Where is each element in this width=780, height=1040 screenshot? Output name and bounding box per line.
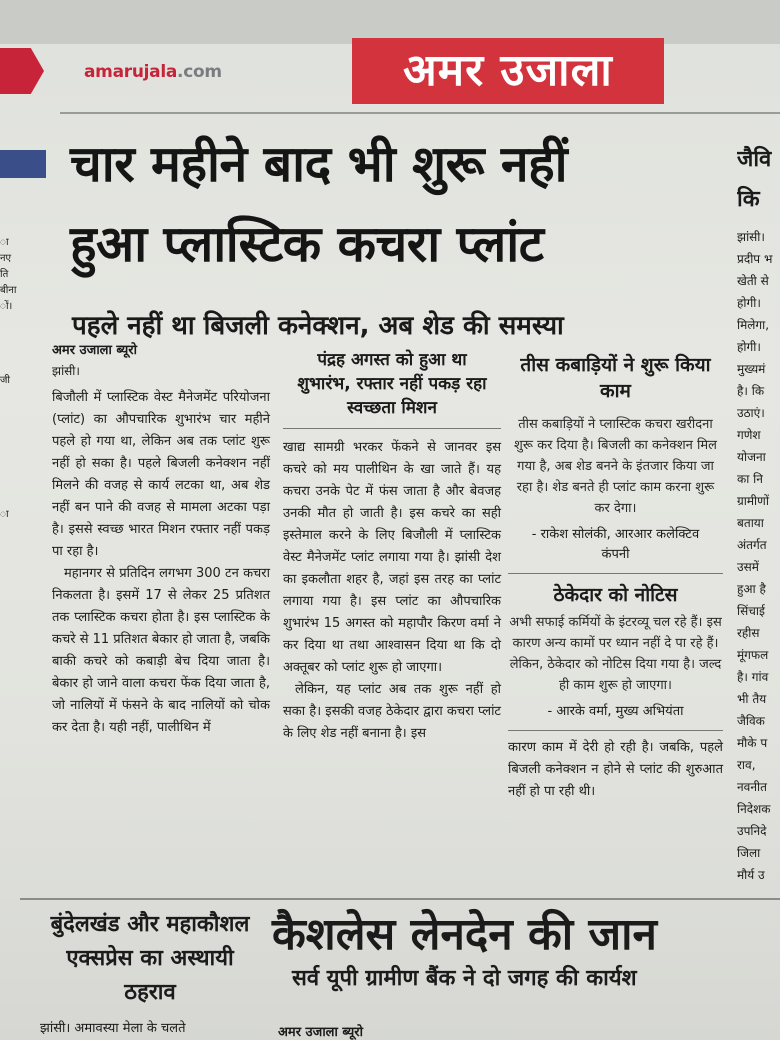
right-text-fragment: हुआ है <box>737 582 766 596</box>
article-column-2 <box>283 348 501 745</box>
right-text-fragment: है। कि <box>737 384 765 398</box>
right-text-fragment: मौर्य उ <box>737 868 765 882</box>
right-text-fragment: प्रदीप भ <box>737 252 773 266</box>
right-text-fragment: सिंचाई <box>737 604 765 618</box>
right-text-fragment: मिलेगा, <box>737 318 770 332</box>
article-column-1 <box>52 340 270 739</box>
right-text-fragment: रहीस <box>737 626 760 640</box>
right-text-fragment: मूंगफल <box>737 648 769 662</box>
right-text-fragment: राव, <box>737 758 756 772</box>
quote-attribution: - आरके वर्मा, मुख्य अभियंता <box>547 704 684 719</box>
bottom-left-text: झांसी। अमावस्या मेला के चलते <box>40 1021 186 1036</box>
bottom-left-headline: बुंदेलखंड और महाकौशल एक्सप्रेस का अस्थायी ठहराव <box>50 912 250 1005</box>
right-text-fragment: गणेश <box>737 428 761 442</box>
divider <box>508 573 723 574</box>
dateline: झांसी। <box>52 364 80 378</box>
paragraph: बिजौली में प्लास्टिक वेस्ट मैनेजमेंट परियोजना (प्लांट) का औपचारिक शुभारंभ चार महीने पहले हो गया था, लेकिन अब तक प्लांट शुरू नहीं हो सका है। पहले बिजली कनेक्शन नहीं मिलने की वजह से कार्य लटका था, अब शेड नहीं बन पाने की वजह से मामला अटका पड़ा है। इससे स्वच्छ भारत मिशन रफ्तार नहीं पकड़ पा रहा है। <box>52 390 270 559</box>
headline-line-2: हुआ प्लास्टिक कचरा प्लांट <box>70 215 544 273</box>
right-text-fragment: ग्रामीणों <box>737 494 769 508</box>
article-column-3 <box>508 352 723 803</box>
main-headline <box>70 124 730 284</box>
right-text-fragment: मुख्यमं <box>737 362 766 376</box>
right-text-fragment: मौके प <box>737 736 768 750</box>
brand-logo: अमर उजाला <box>352 38 664 104</box>
paragraph: कारण काम में देरी हो रही है। जबकि, पहले बिजली कनेक्शन न होने से प्लांट की शुरुआत नहीं हो पा रही थी। <box>508 740 723 799</box>
right-text-fragment: बताया <box>737 516 764 530</box>
site-url: amarujala.com <box>84 62 222 82</box>
headline-line-1: चार महीने बाद भी शुरू नहीं <box>70 135 568 193</box>
paragraph: लेकिन, यह प्लांट अब तक शुरू नहीं हो सका है। इसकी वजह ठेकेदार द्वारा कचरा प्लांट के लिए शेड नहीं बनाना है। इस <box>283 682 501 741</box>
box-quote: तीस कबाड़ियों ने प्लास्टिक कचरा खरीदना शुरू कर दिया है। बिजली का कनेक्शन मिल गया है, अब शेड बनने के इंतजार किया जा रहा है। शेड बनते ही प्लांट काम करना शुरू कर देगा। <box>514 417 717 516</box>
right-text-fragment: उपनिदे <box>737 824 767 838</box>
divider <box>283 428 501 429</box>
quote-attribution: - राकेश सोलंकी, आरआर कलेक्टिव कंपनी <box>531 527 700 562</box>
right-text-lines <box>737 226 780 886</box>
right-text-fragment: जैविक <box>737 714 765 728</box>
box-heading: तीस कबाड़ियों ने शुरू किया काम <box>520 354 711 402</box>
paragraph: खाद्य सामग्री भरकर फेंकने से जानवर इस कचरे को मय पालीथिन के खा जाते हैं। यह कचरा उनके पेट में फंस जाता है और बेवजह उनकी मौत हो जाती है। इस कचरे का सही इस्तेमाल करने के लिए बिजौली में प्लास्टिक वेस्ट मैनेजमेंट प्लांट लगाया गया है। झांसी देश का इकलौता शहर है, जहां इस तरह का प्लांट लगाया गया है। इस प्लांट का औपचारिक शुभारंभ 15 अगस्त को महापौर किरण वर्मा ने कर दिया था तथा आश्वासन दिया था कि दो अक्तूबर को प्लांट शुरू हो जाएगा। <box>283 440 501 675</box>
left-fragment: ों। <box>0 301 13 312</box>
bottom-right-subhead: सर्व यूपी ग्रामीण बैंक ने दो जगह की कार्यश <box>292 966 637 991</box>
right-text-fragment: उठाएं। <box>737 406 765 420</box>
paragraph: महानगर से प्रतिदिन लगभग 300 टन कचरा निकलता है। इसमें 17 से लेकर 25 प्रतिशत तक प्लास्टिक कचरा होता है। इस प्लास्टिक के कचरे से 11 प्रतिशत बेकार हो जाता है, जबकि बाकी कचरे को कबाड़ी बेच दिया जाता है। बेकार हो जाने वाला कचरा फेंक दिया जाता है, जो नालियों में फंसने के बाद नालियों को चोक कर देता है। यही नहीं, पालीथिन में <box>52 566 270 735</box>
masthead-rule <box>60 112 780 114</box>
right-heading-fragment: कि <box>737 187 760 212</box>
right-text-fragment: का नि <box>737 472 763 486</box>
right-text-fragment: होगी। <box>737 296 761 310</box>
right-cut-column <box>737 140 780 886</box>
right-text-fragment: नवनीत <box>737 780 767 794</box>
right-text-fragment: निदेशक <box>737 802 771 816</box>
left-column-blue-bar <box>0 150 46 178</box>
left-cut-column <box>0 236 22 524</box>
right-text-fragment: योजना <box>737 450 766 464</box>
section-divider <box>20 898 780 900</box>
left-fragment: नए <box>0 253 12 264</box>
right-text-fragment: जिला <box>737 846 761 860</box>
left-fragment: ति <box>0 269 9 280</box>
bottom-right-byline: अमर उजाला ब्यूरो <box>278 1025 363 1040</box>
right-text-fragment: भी तैय <box>737 692 767 706</box>
right-text-fragment: है। गांव <box>737 670 769 684</box>
right-text-fragment: होगी। <box>737 340 761 354</box>
left-fragment: बीना <box>0 285 17 296</box>
bottom-right-headline: कैशलेस लेनदेन की जान <box>272 909 657 960</box>
right-text-fragment: खेती से <box>737 274 769 288</box>
right-heading-fragment: जैवि <box>737 147 772 172</box>
red-tab-marker <box>0 48 44 94</box>
right-text-fragment: उसमें <box>737 560 759 574</box>
left-fragment: ा <box>0 237 9 248</box>
sub-headline: पहले नहीं था बिजली कनेक्शन, अब शेड की समस्या <box>72 311 564 341</box>
column-subhead: पंद्रह अगस्त को हुआ था शुभारंभ, रफ्तार नहीं पकड़ रहा स्वच्छता मिशन <box>297 350 487 418</box>
box-heading: ठेकेदार को नोटिस <box>553 584 678 606</box>
byline: अमर उजाला ब्यूरो <box>52 343 137 358</box>
left-fragment: ा <box>0 509 9 520</box>
box-quote: अभी सफाई कर्मियों के इंटरव्यू चल रहे हैं। इस कारण अन्य कामों पर ध्यान नहीं दे पा रहे हैं। लेकिन, ठेकेदार को नोटिस दिया गया है। जल्द ही काम शुरू हो जाएगा। <box>509 615 722 693</box>
right-text-fragment: झांसी। <box>737 230 765 244</box>
divider <box>508 730 723 731</box>
left-fragment: जी <box>0 375 11 386</box>
right-text-fragment: अंतर्गत <box>737 538 767 552</box>
